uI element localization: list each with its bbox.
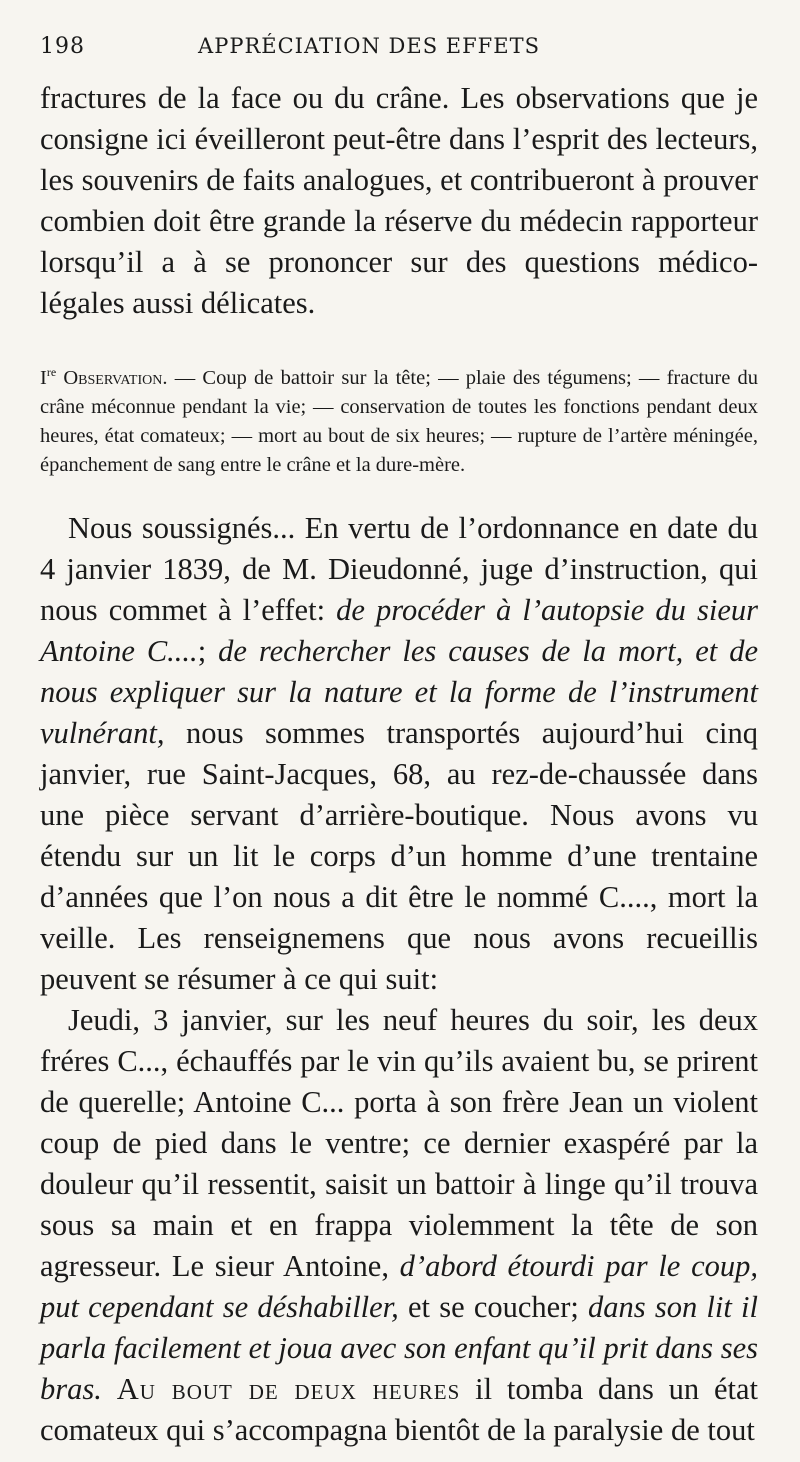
report-italic-2: de rechercher les causes de la mort, et de nous expliquer sur la nature et la forme de l’instrument vulnérant, xyxy=(40,633,758,750)
paragraph-account xyxy=(40,1000,758,1451)
page-number: 198 xyxy=(40,34,85,59)
paragraph-intro: fractures de la face ou du crâne. Les observations que je consigne ici éveilleront peut-être dans l’esprit des lecteurs, les souvenirs de faits analogues, et contribueront à prouver combien doit être grande la réserve du médecin rapporteur lorsqu’il a à se prononcer sur des questions médico-légales aussi délicates. xyxy=(40,81,758,320)
report-text-1: Nous soussignés... En vertu de l’ordonnance en date du 4 janvier 1839, de M. Dieudonné, juge d’instruction, qui nous commet à l’effet: xyxy=(40,510,758,627)
running-head: APPRÉCIATION DES EFFETS xyxy=(198,34,540,58)
account-space xyxy=(102,1372,117,1406)
account-smallcaps: Au bout de deux heures xyxy=(116,1371,461,1406)
account-text-2: et se coucher; xyxy=(398,1289,589,1324)
observation-text: — Coup de battoir sur la tête; — plaie des tégumens; — fracture du crâne méconnue pendant la vie; — conservation de toutes les fonctions pendant deux heures, état comateux; — mort au bout de six heures; — rupture de l’artère méningée, épanchement de sang entre le crâne et la dure-mère. xyxy=(40,366,759,476)
observation-summary xyxy=(40,358,758,480)
report-italic-1: de procéder à l’autopsie du sieur Antoine C.... xyxy=(40,592,758,668)
page-header xyxy=(40,34,758,78)
account-italic-1: d’abord étourdi par le coup, put cependant se déshabiller, xyxy=(40,1248,758,1324)
report-text-3: nous sommes transportés aujourd’hui cinq janvier, rue Saint-Jacques, 68, au rez-de-chaussée dans une pièce servant d’arrière-boutique. Nous avons vu étendu sur un lit le corps d’un homme d’une trentaine d’années que l’on nous a dit être le nommé C...., mort la veille. Les renseignemens que nous avons recueillis peuvent se résumer à ce qui suit: xyxy=(40,715,758,996)
account-text-3: il tomba dans un état comateux qui s’accompagna bientôt de la paralysie de tout xyxy=(40,1371,758,1447)
report-text-2: ; xyxy=(197,633,219,668)
account-italic-2: dans son lit il parla facilement et joua avec son enfant qu’il prit dans ses bras. xyxy=(40,1289,758,1406)
observation-numeral-sup: re xyxy=(46,365,57,379)
observation-label: Observation. xyxy=(63,366,168,389)
account-text-1: Jeudi, 3 janvier, sur les neuf heures du soir, les deux fréres C..., échauffés par le vin qu’ils avaient bu, se prirent de querelle; Antoine C... porta à son frère Jean un violent coup de pied dans le ventre; ce dernier exaspéré par la douleur qu’il ressentit, saisit un battoir à linge qu’il trouva sous sa main et en frappa violemment la tête de son agresseur. Le sieur Antoine, xyxy=(40,1002,758,1283)
paragraph-report xyxy=(40,508,758,1000)
observation-numeral: I xyxy=(40,366,47,389)
